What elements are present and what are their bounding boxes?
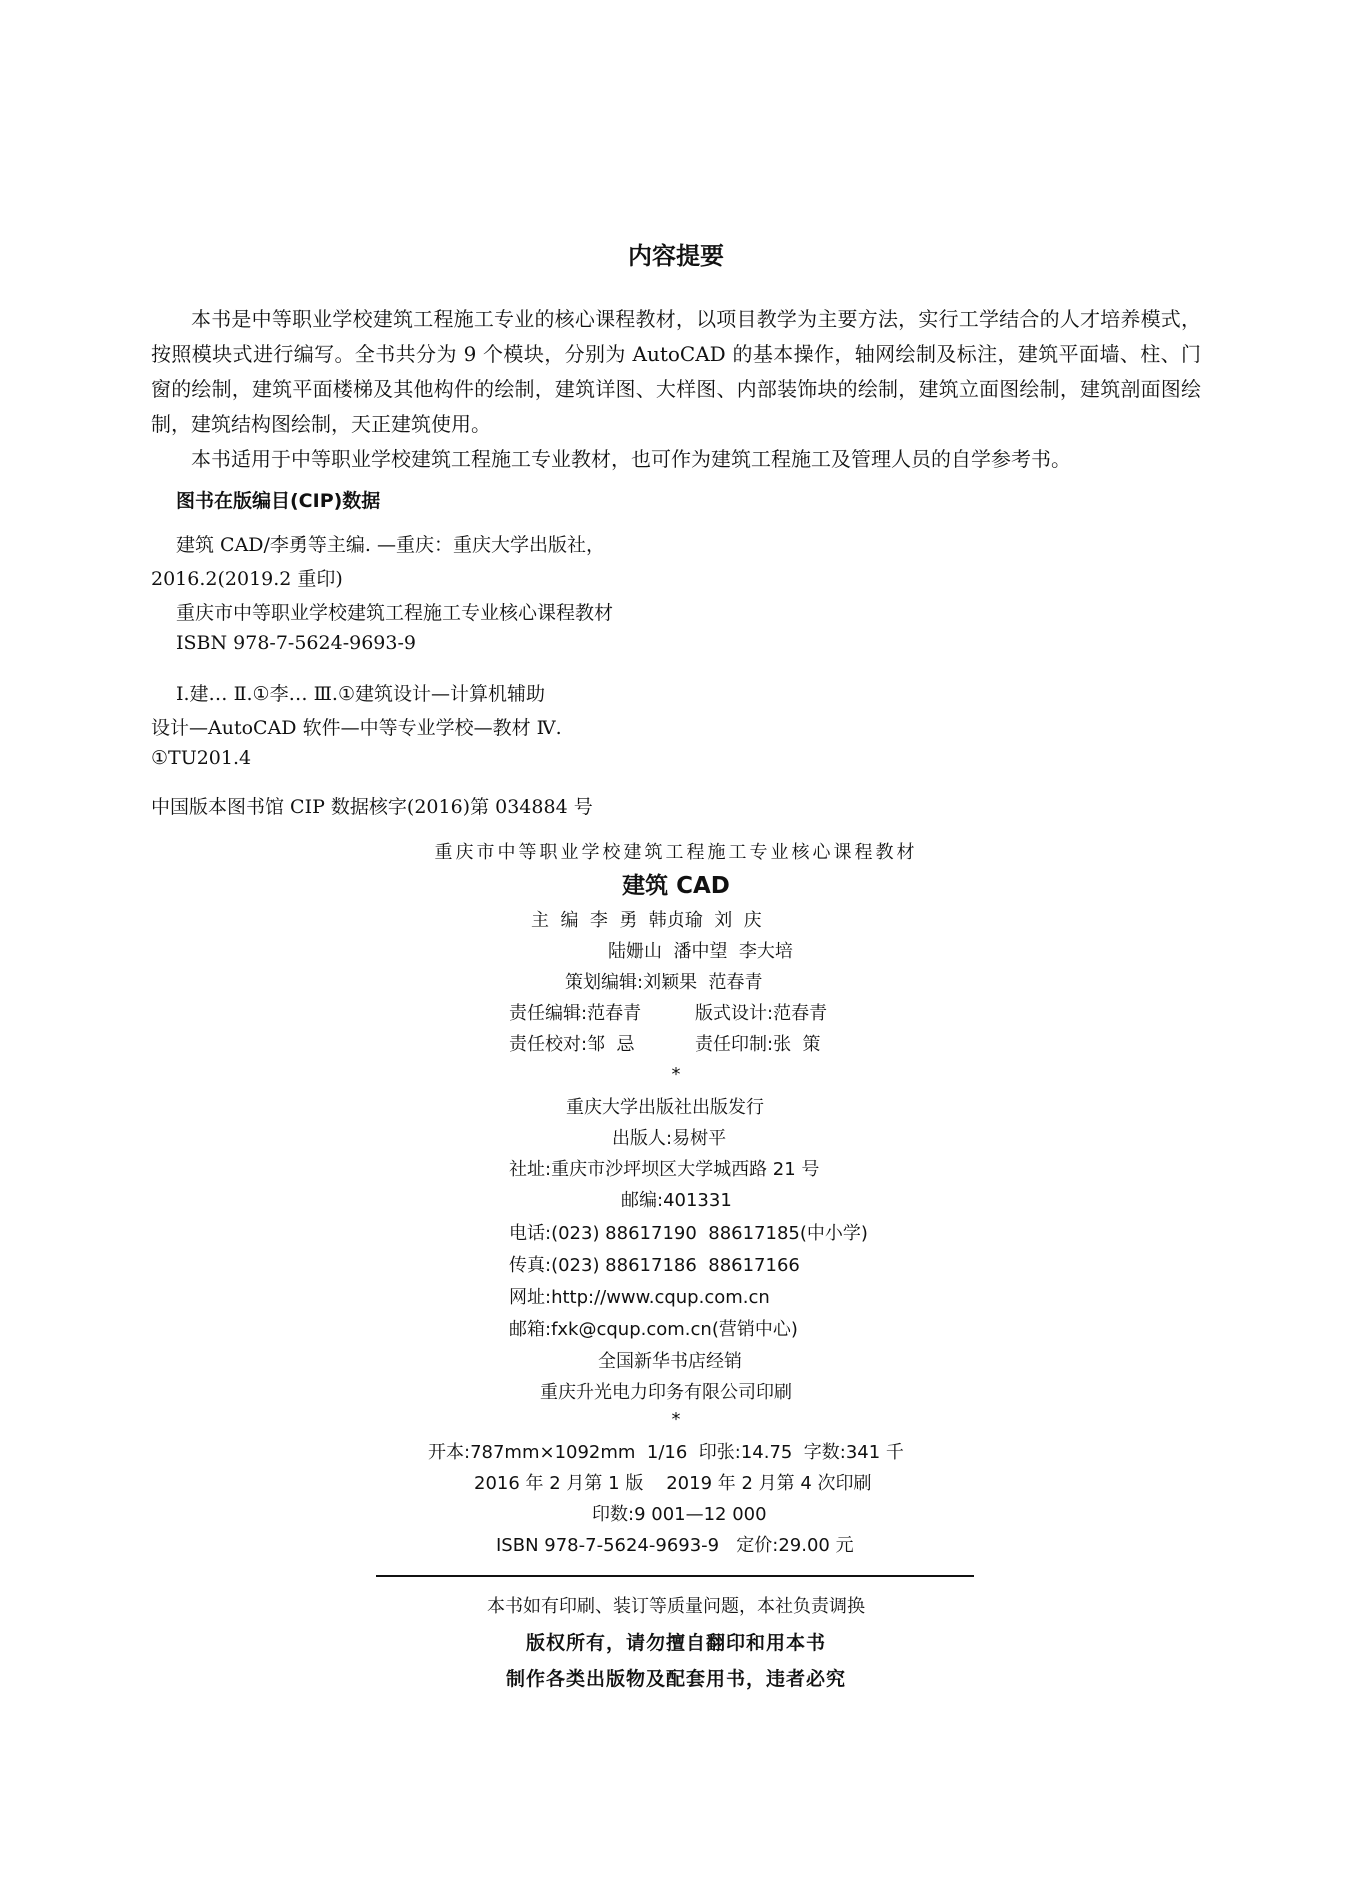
- abstract-heading: 内容提要: [628, 242, 724, 270]
- book-title: 建筑 CAD: [622, 873, 730, 899]
- planning-editor: 策划编辑:刘颖果 范春青: [565, 972, 763, 993]
- publisher: 重庆大学出版社出版发行: [566, 1097, 764, 1118]
- quality-notice: 本书如有印刷、装订等质量问题，本社负责调换: [487, 1596, 865, 1617]
- responsible-editor: 责任编辑:范春青: [509, 1003, 642, 1024]
- separator-star-2: *: [671, 1409, 681, 1430]
- format-design: 版式设计:范春青: [695, 1003, 828, 1024]
- isbn-price: ISBN 978-7-5624-9693-9 定价:29.00 元: [496, 1535, 854, 1556]
- cip-line-7: ①TU201.4: [151, 747, 252, 769]
- cip-line-3: 重庆市中等职业学校建筑工程施工专业核心课程教材: [176, 602, 614, 624]
- edition-info: 2016 年 2 月第 1 版 2019 年 2 月第 4 次印刷: [474, 1473, 872, 1494]
- print-specs: 开本:787mm×1092mm 1/16 印张:14.75 字数:341 千: [428, 1442, 904, 1463]
- printer: 重庆升光电力印务有限公司印刷: [540, 1382, 792, 1403]
- fax: 传真:(023) 88617186 88617166: [509, 1255, 800, 1276]
- cip-heading: 图书在版编目(CIP)数据: [176, 490, 381, 512]
- cip-line-2: 2016.2(2019.2 重印): [151, 568, 343, 590]
- publisher-person: 出版人:易树平: [612, 1128, 727, 1149]
- distributor: 全国新华书店经销: [598, 1351, 742, 1372]
- co-editors: 陆姗山 潘中望 李大培: [608, 941, 793, 962]
- cip-line-4: ISBN 978-7-5624-9693-9: [176, 632, 416, 654]
- abstract-paragraph-2: 本书适用于中等职业学校建筑工程施工专业教材，也可作为建筑工程施工及管理人员的自学参考书。: [191, 447, 1071, 471]
- email: 邮箱:fxk@cqup.com.cn(营销中心): [509, 1319, 798, 1340]
- infringement-warning: 制作各类出版物及配套用书，违者必究: [505, 1668, 846, 1690]
- print-supervisor: 责任印制:张 策: [695, 1034, 821, 1055]
- cip-line-5: Ⅰ.建… Ⅱ.①李… Ⅲ.①建筑设计—计算机辅助: [176, 683, 546, 705]
- chief-editors: 主 编 李 勇 韩贞瑜 刘 庆: [531, 910, 762, 931]
- address: 社址:重庆市沙坪坝区大学城西路 21 号: [509, 1159, 820, 1180]
- abstract-body: [151, 302, 1201, 477]
- cip-line-6: 设计—AutoCAD 软件—中等专业学校—教材 Ⅳ.: [151, 717, 562, 739]
- website: 网址:http://www.cqup.com.cn: [509, 1287, 770, 1308]
- copyright-notice: 版权所有，请勿擅自翻印和用本书: [525, 1632, 826, 1654]
- cip-line-8: 中国版本图书馆 CIP 数据核字(2016)第 034884 号: [151, 796, 593, 818]
- abstract-paragraph-1: 本书是中等职业学校建筑工程施工专业的核心课程教材，以项目教学为主要方法，实行工学结合的人才培养模式，按照模块式进行编写。全书共分为 9 个模块，分别为 AutoCAD 的基本操作，轴网绘制及标注，建筑平面墙、柱、门窗的绘制，建筑平面楼梯及其他构件的绘制，建筑详图、大样图、内部装饰块的绘制，建筑立面图绘制，建筑剖面图绘制，建筑结构图绘制，天正建筑使用。: [151, 307, 1201, 436]
- proofreader: 责任校对:邹 忌: [509, 1034, 635, 1055]
- series-title: 重庆市中等职业学校建筑工程施工专业核心课程教材: [434, 842, 918, 863]
- cip-line-1: 建筑 CAD/李勇等主编. —重庆：重庆大学出版社，: [176, 534, 606, 556]
- separator-star-1: *: [671, 1064, 681, 1085]
- print-run: 印数:9 001—12 000: [592, 1504, 767, 1525]
- phone: 电话:(023) 88617190 88617185(中小学): [509, 1223, 868, 1244]
- postcode: 邮编:401331: [621, 1190, 732, 1211]
- divider-line: [376, 1575, 974, 1577]
